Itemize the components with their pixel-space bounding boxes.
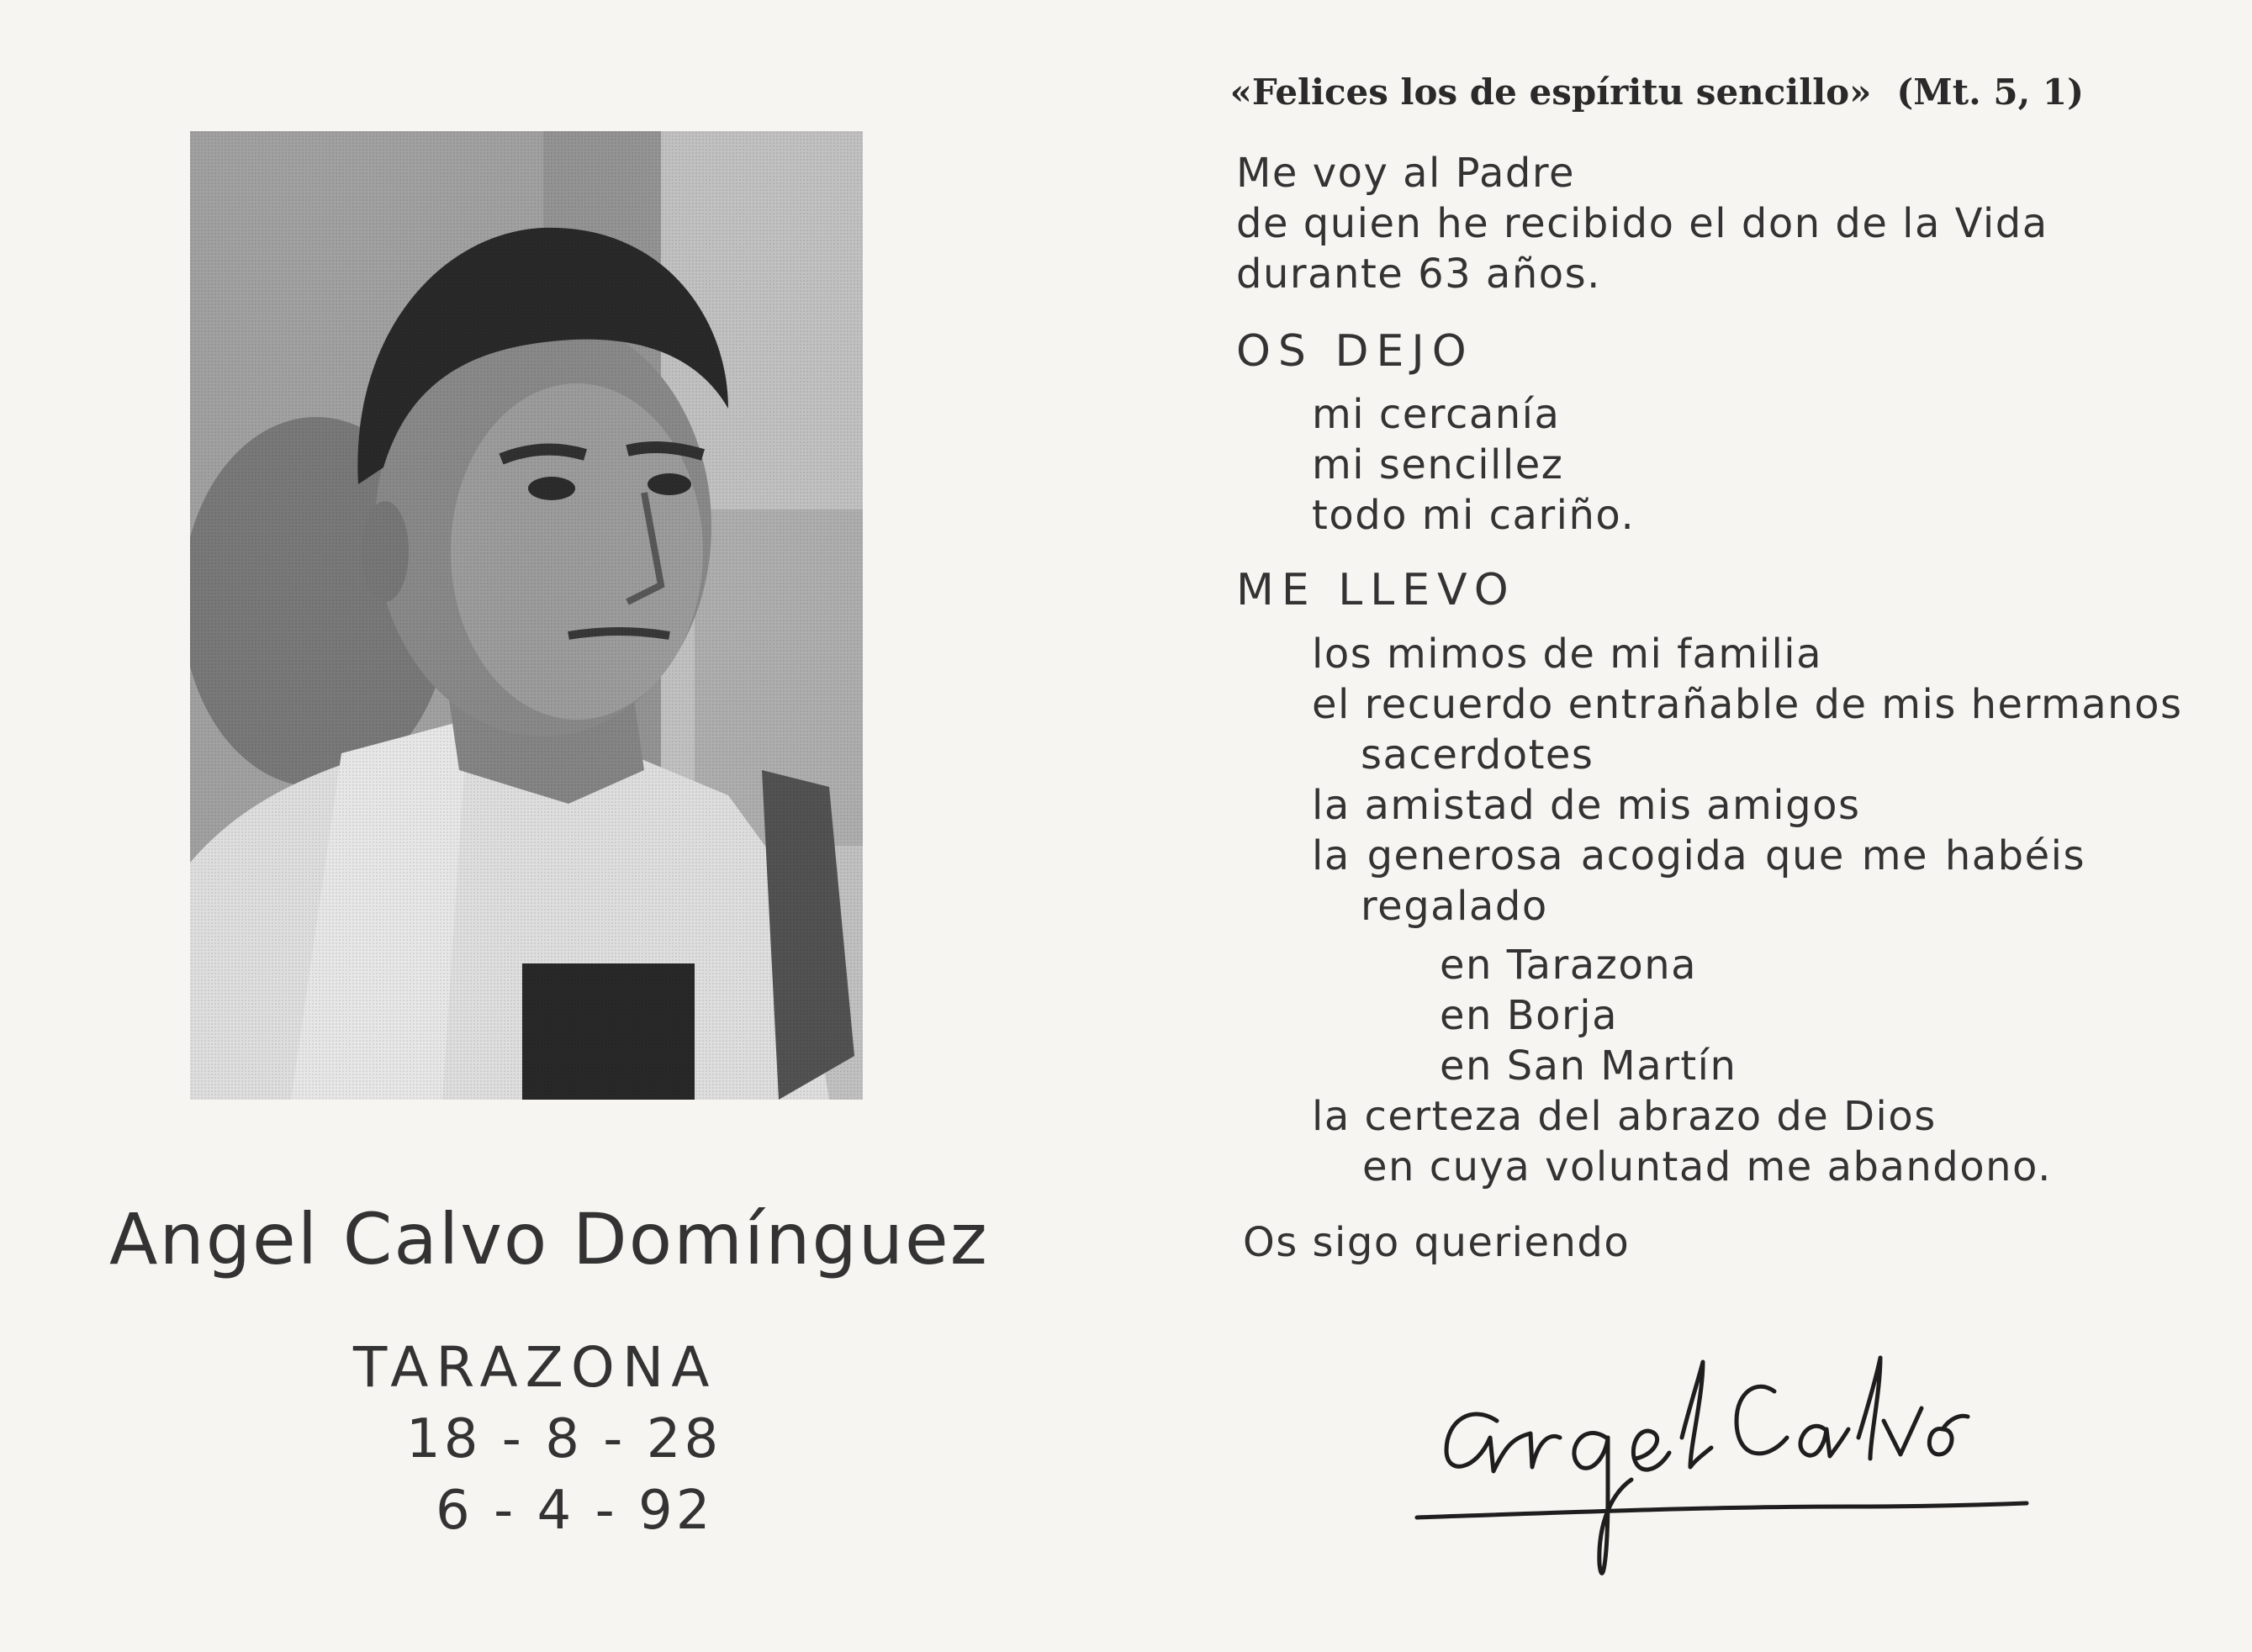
closing-line: Os sigo queriendo xyxy=(1243,1219,1631,1266)
intro-line-1: Me voy al Padre xyxy=(1236,150,1576,197)
me-llevo-heading: ME LLEVO xyxy=(1236,565,1516,615)
intro-line-3: durante 63 años. xyxy=(1236,251,1601,298)
me-llevo-place-3: en San Martín xyxy=(1440,1042,1737,1090)
death-date: 6 - 4 - 92 xyxy=(436,1480,714,1542)
me-llevo-line-6: regalado xyxy=(1361,883,1548,930)
os-dejo-item-1: mi cercanía xyxy=(1312,391,1561,438)
me-llevo-line-4: la amistad de mis amigos xyxy=(1312,782,1861,829)
me-llevo-line-3: sacerdotes xyxy=(1361,731,1594,778)
os-dejo-item-3: todo mi cariño. xyxy=(1312,492,1636,539)
me-llevo-line-11: en cuya voluntad me abandono. xyxy=(1362,1143,2052,1190)
handwritten-signature xyxy=(1413,1312,2035,1581)
epigraph-reference: (Mt. 5, 1) xyxy=(1896,71,2084,113)
os-dejo-item-2: mi sencillez xyxy=(1312,441,1564,488)
os-dejo-heading: OS DEJO xyxy=(1236,326,1474,377)
birth-date: 18 - 8 - 28 xyxy=(406,1408,722,1470)
me-llevo-place-2: en Borja xyxy=(1440,992,1618,1039)
me-llevo-line-5: la generosa acogida que me habéis xyxy=(1312,832,2085,879)
me-llevo-place-1: en Tarazona xyxy=(1440,942,1698,989)
deceased-name: Angel Calvo Domínguez xyxy=(109,1198,989,1280)
me-llevo-line-2: el recuerdo entrañable de mis hermanos xyxy=(1312,681,2183,728)
me-llevo-line-10: la certeza del abrazo de Dios xyxy=(1312,1093,1937,1140)
portrait-illustration xyxy=(190,131,863,1100)
intro-line-2: de quien he recibido el don de la Vida xyxy=(1236,200,2048,247)
portrait-photo xyxy=(190,131,863,1100)
place-label: TARAZONA xyxy=(353,1335,717,1400)
epigraph xyxy=(1230,71,2084,113)
me-llevo-line-1: los mimos de mi familia xyxy=(1312,631,1823,678)
epigraph-quote: «Felices los de espíritu sencillo» xyxy=(1229,71,1872,113)
